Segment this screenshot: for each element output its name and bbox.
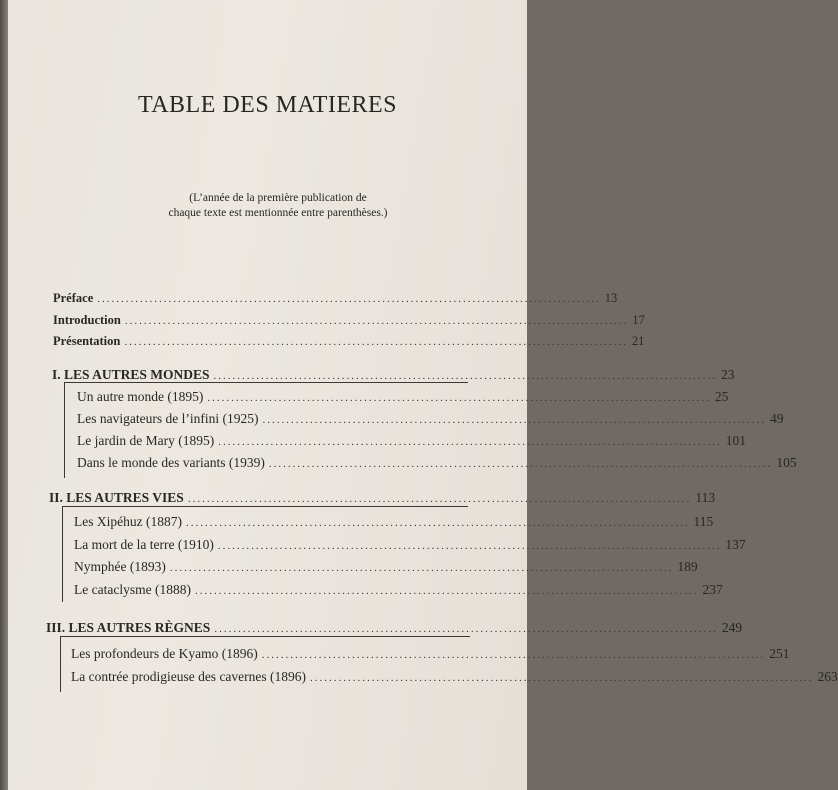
leader-dots: .......................................................................................................... (187, 493, 692, 505)
toc-entry-page: 189 (677, 559, 698, 574)
leader-dots: .......................................................................................................... (124, 336, 628, 348)
leader-dots: .......................................................................................................... (214, 623, 718, 635)
toc-entry-label: Les navigateurs de l’infini (1925) (77, 411, 259, 426)
leader-dots: .......................................................................................................... (218, 436, 722, 448)
part-heading-page: 23 (721, 367, 735, 382)
toc-entry-page: 251 (769, 646, 790, 661)
toc-entry-page: 137 (725, 537, 746, 552)
toc-entry (74, 559, 698, 575)
toc-entry-label: La mort de la terre (1910) (74, 537, 214, 552)
section-rule-vertical (60, 636, 61, 692)
page-title: TABLE DES MATIERES (137, 92, 398, 118)
part-heading-label: II. LES AUTRES VIES (49, 490, 184, 505)
leader-dots: .......................................................................................................... (194, 585, 699, 597)
publication-note (128, 191, 428, 221)
leader-dots: .......................................................................................................... (97, 293, 601, 305)
section-rule (62, 506, 468, 507)
toc-entry-label: Les profondeurs de Kyamo (1896) (71, 646, 258, 661)
note-line: chaque texte est mentionnée entre parenthèses.) (168, 207, 388, 219)
toc-entry (74, 537, 746, 553)
toc-entry-label: Les Xipéhuz (1887) (74, 514, 182, 529)
part-heading-label: III. LES AUTRES RÈGNES (46, 620, 211, 635)
toc-entry-label: Dans le monde des variants (1939) (77, 455, 265, 470)
toc-entry-label: La contrée prodigieuse des cavernes (1896) (71, 669, 307, 684)
toc-entry-label: Introduction (53, 313, 121, 327)
toc-entry-label: Le jardin de Mary (1895) (77, 433, 215, 448)
toc-entry-label: Présentation (53, 334, 121, 348)
leader-dots: .......................................................................................................... (169, 562, 674, 574)
toc-entry-page: 237 (702, 582, 723, 597)
toc-entry-page: 263 (817, 669, 838, 684)
leader-dots: .......................................................................................................... (185, 517, 690, 529)
toc-entry (77, 433, 746, 449)
toc-entry (74, 582, 723, 598)
toc-entry-page: 25 (714, 389, 729, 404)
toc-entry-page: 17 (632, 313, 645, 327)
toc-entry-label: Nymphée (1893) (74, 559, 166, 574)
toc-entry-page: 21 (631, 334, 645, 348)
leader-dots: .......................................................................................................... (310, 672, 814, 684)
toc-entry (77, 411, 784, 427)
leader-dots: .......................................................................................................... (262, 414, 766, 426)
toc-entry-page: 13 (604, 291, 618, 305)
section-rule-vertical (64, 382, 65, 478)
note-line: (L’année de la première publication de (189, 192, 367, 204)
part-heading-page: 113 (695, 490, 716, 505)
leader-dots: .......................................................................................................... (124, 315, 629, 327)
book-spine-edge (0, 0, 8, 790)
book-page (8, 0, 838, 790)
part-heading-page: 249 (721, 620, 743, 635)
section-rule (60, 636, 470, 637)
toc-entry-preface (53, 291, 618, 306)
toc-entry-page: 101 (725, 433, 746, 448)
toc-entry-label: Préface (53, 291, 94, 305)
part-heading (49, 490, 716, 506)
toc-entry-label: Un autre monde (1895) (77, 389, 204, 404)
toc-entry (71, 646, 790, 662)
toc-entry-label: Le cataclysme (1888) (74, 582, 191, 597)
leader-dots: .......................................................................................................... (207, 392, 711, 404)
part-heading-label: I. LES AUTRES MONDES (52, 367, 210, 382)
toc-entry (77, 389, 729, 405)
toc-entry (71, 669, 838, 685)
leader-dots: .......................................................................................................... (217, 540, 722, 552)
part-heading (52, 367, 735, 383)
toc-entry-page: 105 (776, 455, 797, 470)
toc-entry-presentation (53, 334, 645, 349)
toc-entry-page: 115 (693, 514, 714, 529)
toc-entry (74, 514, 714, 530)
leader-dots: .......................................................................................................... (213, 370, 718, 382)
toc-entry (77, 455, 797, 471)
leader-dots: .......................................................................................................... (268, 458, 773, 470)
section-rule-vertical (62, 506, 63, 602)
toc-entry-introduction (53, 313, 645, 328)
toc-entry-page: 49 (769, 411, 784, 426)
part-heading (46, 620, 743, 636)
section-rule (64, 382, 468, 383)
leader-dots: .......................................................................................................... (261, 649, 766, 661)
